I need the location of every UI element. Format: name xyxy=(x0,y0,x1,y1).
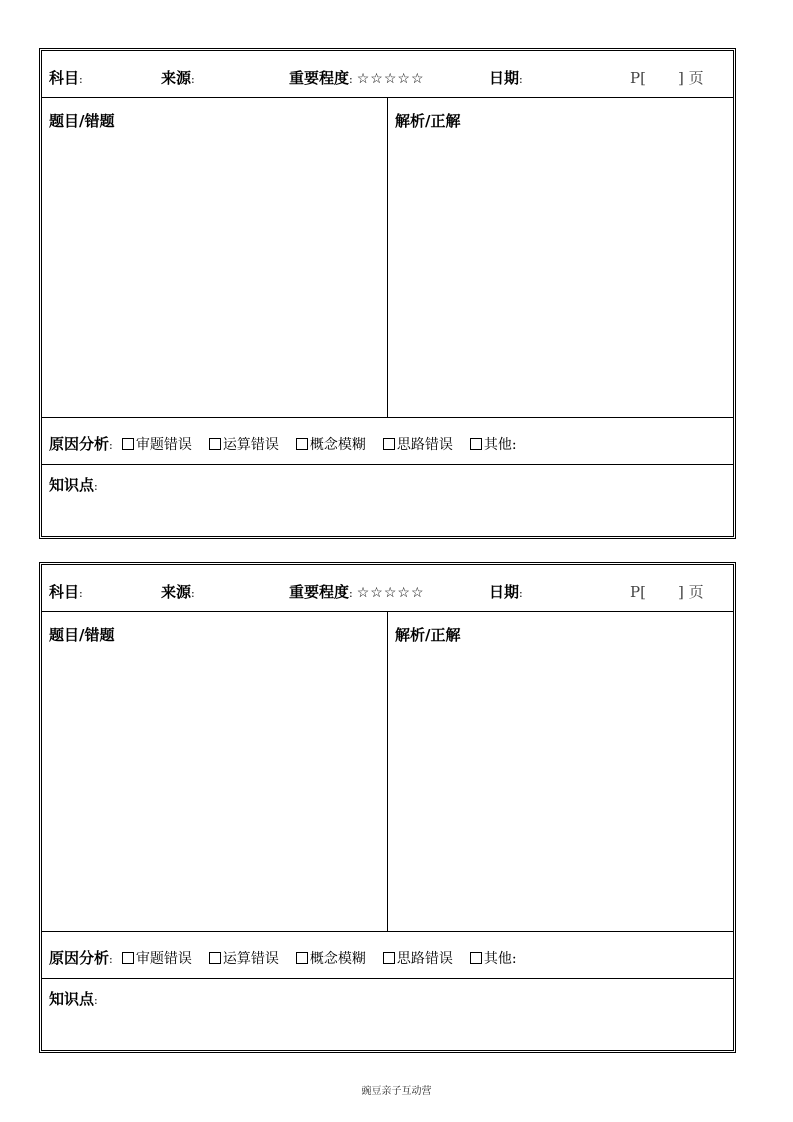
source-field[interactable] xyxy=(161,67,195,88)
importance-field xyxy=(289,581,425,602)
reason-option-misread[interactable] xyxy=(118,437,192,453)
source-field[interactable] xyxy=(161,581,195,602)
colon: : xyxy=(94,994,98,1007)
colon: : xyxy=(191,587,195,600)
column-divider xyxy=(387,612,388,931)
page-unit: 页 xyxy=(688,69,704,87)
reason-option-other[interactable] xyxy=(466,437,517,453)
colon: : xyxy=(519,587,523,600)
importance-stars-icon[interactable]: ☆☆☆☆☆ xyxy=(356,585,425,601)
card-header xyxy=(42,51,733,98)
reason-option-approach[interactable] xyxy=(379,437,453,453)
card-header xyxy=(42,565,733,612)
date-label: 日期 xyxy=(489,69,520,87)
reason-option-calculation[interactable] xyxy=(205,437,279,453)
importance-label: 重要程度 xyxy=(289,69,350,87)
analysis-label: 解析/正解 xyxy=(395,112,461,130)
checkbox-icon[interactable] xyxy=(296,952,308,964)
card-body xyxy=(42,98,733,418)
colon: : xyxy=(109,439,113,452)
footer-text: 豌豆亲子互动营 xyxy=(361,1086,432,1097)
checkbox-icon[interactable] xyxy=(122,952,134,964)
knowledge-label: 知识点 xyxy=(49,990,95,1008)
option-label: 思路错误 xyxy=(396,437,453,453)
subject-label: 科目 xyxy=(49,69,80,87)
source-label: 来源 xyxy=(161,69,192,87)
page-reference[interactable] xyxy=(630,67,704,88)
colon: : xyxy=(79,73,83,86)
reason-label: 原因分析 xyxy=(49,435,110,453)
page-reference[interactable] xyxy=(630,581,704,602)
question-label: 题目/错题 xyxy=(49,626,115,644)
checkbox-icon[interactable] xyxy=(470,952,482,964)
date-field[interactable] xyxy=(489,581,523,602)
mistake-card-1 xyxy=(39,48,736,539)
reason-option-concept[interactable] xyxy=(292,951,366,967)
subject-label: 科目 xyxy=(49,583,80,601)
page-suffix: ] xyxy=(677,583,684,601)
checkbox-icon[interactable] xyxy=(383,438,395,450)
option-label: 概念模糊 xyxy=(309,951,366,967)
option-label: 其他: xyxy=(483,437,517,453)
knowledge-row[interactable] xyxy=(42,465,733,536)
page-prefix: P[ xyxy=(630,69,646,87)
option-label: 审题错误 xyxy=(135,437,192,453)
option-label: 其他: xyxy=(483,951,517,967)
mistake-card-2 xyxy=(39,562,736,1053)
analysis-label: 解析/正解 xyxy=(395,626,461,644)
importance-field xyxy=(289,67,425,88)
source-label: 来源 xyxy=(161,583,192,601)
page-unit: 页 xyxy=(688,583,704,601)
date-field[interactable] xyxy=(489,67,523,88)
option-label: 概念模糊 xyxy=(309,437,366,453)
subject-field[interactable] xyxy=(49,67,83,88)
checkbox-icon[interactable] xyxy=(383,952,395,964)
date-label: 日期 xyxy=(489,583,520,601)
colon: : xyxy=(191,73,195,86)
reason-label: 原因分析 xyxy=(49,949,110,967)
checkbox-icon[interactable] xyxy=(209,952,221,964)
importance-stars-icon[interactable]: ☆☆☆☆☆ xyxy=(356,71,425,87)
colon: : xyxy=(109,953,113,966)
reason-option-concept[interactable] xyxy=(292,437,366,453)
page-suffix: ] xyxy=(677,69,684,87)
checkbox-icon[interactable] xyxy=(122,438,134,450)
importance-label: 重要程度 xyxy=(289,583,350,601)
subject-field[interactable] xyxy=(49,581,83,602)
option-label: 运算错误 xyxy=(222,437,279,453)
colon: : xyxy=(79,587,83,600)
colon: : xyxy=(94,480,98,493)
checkbox-icon[interactable] xyxy=(209,438,221,450)
knowledge-label: 知识点 xyxy=(49,476,95,494)
page-prefix: P[ xyxy=(630,583,646,601)
option-label: 运算错误 xyxy=(222,951,279,967)
reason-row xyxy=(42,932,733,979)
option-label: 审题错误 xyxy=(135,951,192,967)
reason-option-misread[interactable] xyxy=(118,951,192,967)
colon: : xyxy=(349,587,353,600)
reason-option-calculation[interactable] xyxy=(205,951,279,967)
reason-option-approach[interactable] xyxy=(379,951,453,967)
column-divider xyxy=(387,98,388,417)
checkbox-icon[interactable] xyxy=(296,438,308,450)
card-body xyxy=(42,612,733,932)
colon: : xyxy=(519,73,523,86)
colon: : xyxy=(349,73,353,86)
option-label: 思路错误 xyxy=(396,951,453,967)
checkbox-icon[interactable] xyxy=(470,438,482,450)
question-label: 题目/错题 xyxy=(49,112,115,130)
reason-row xyxy=(42,418,733,465)
knowledge-row[interactable] xyxy=(42,979,733,1050)
reason-option-other[interactable] xyxy=(466,951,517,967)
